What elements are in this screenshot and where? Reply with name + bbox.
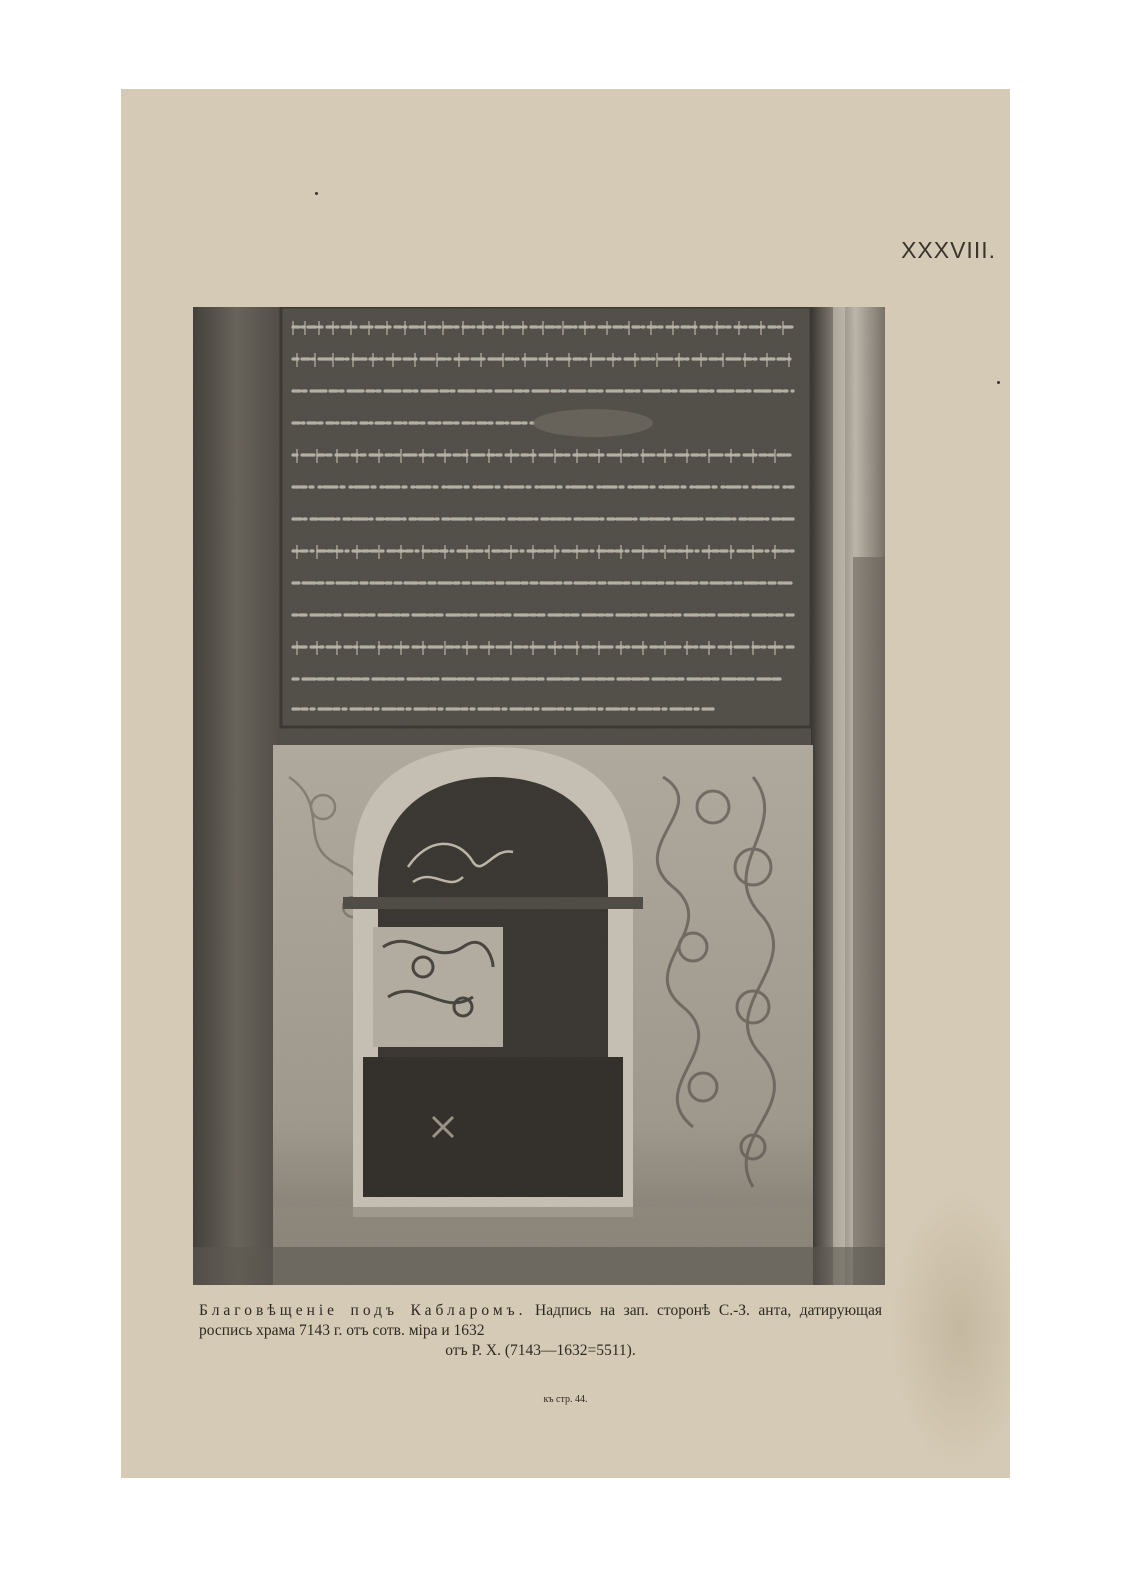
caption-lead: Благовѣщеніе подъ Кабларомъ. xyxy=(199,1302,527,1319)
page-reference: къ стр. 44. xyxy=(543,1394,588,1405)
speck xyxy=(997,381,1000,384)
fresco-inscription-photo xyxy=(193,307,885,1285)
book-page xyxy=(121,89,1010,1478)
plate-caption xyxy=(199,1301,882,1361)
plate-number: XXXVIII. xyxy=(901,237,996,263)
speck xyxy=(315,192,318,195)
caption-text: Надпись на зап. сторонѣ С.-З. анта, датирующая роспись храма 7143 г. отъ сотв. міра и 1632 xyxy=(199,1302,882,1339)
caption-last-line: отъ Р. Х. (7143—1632=5511). xyxy=(445,1342,636,1359)
